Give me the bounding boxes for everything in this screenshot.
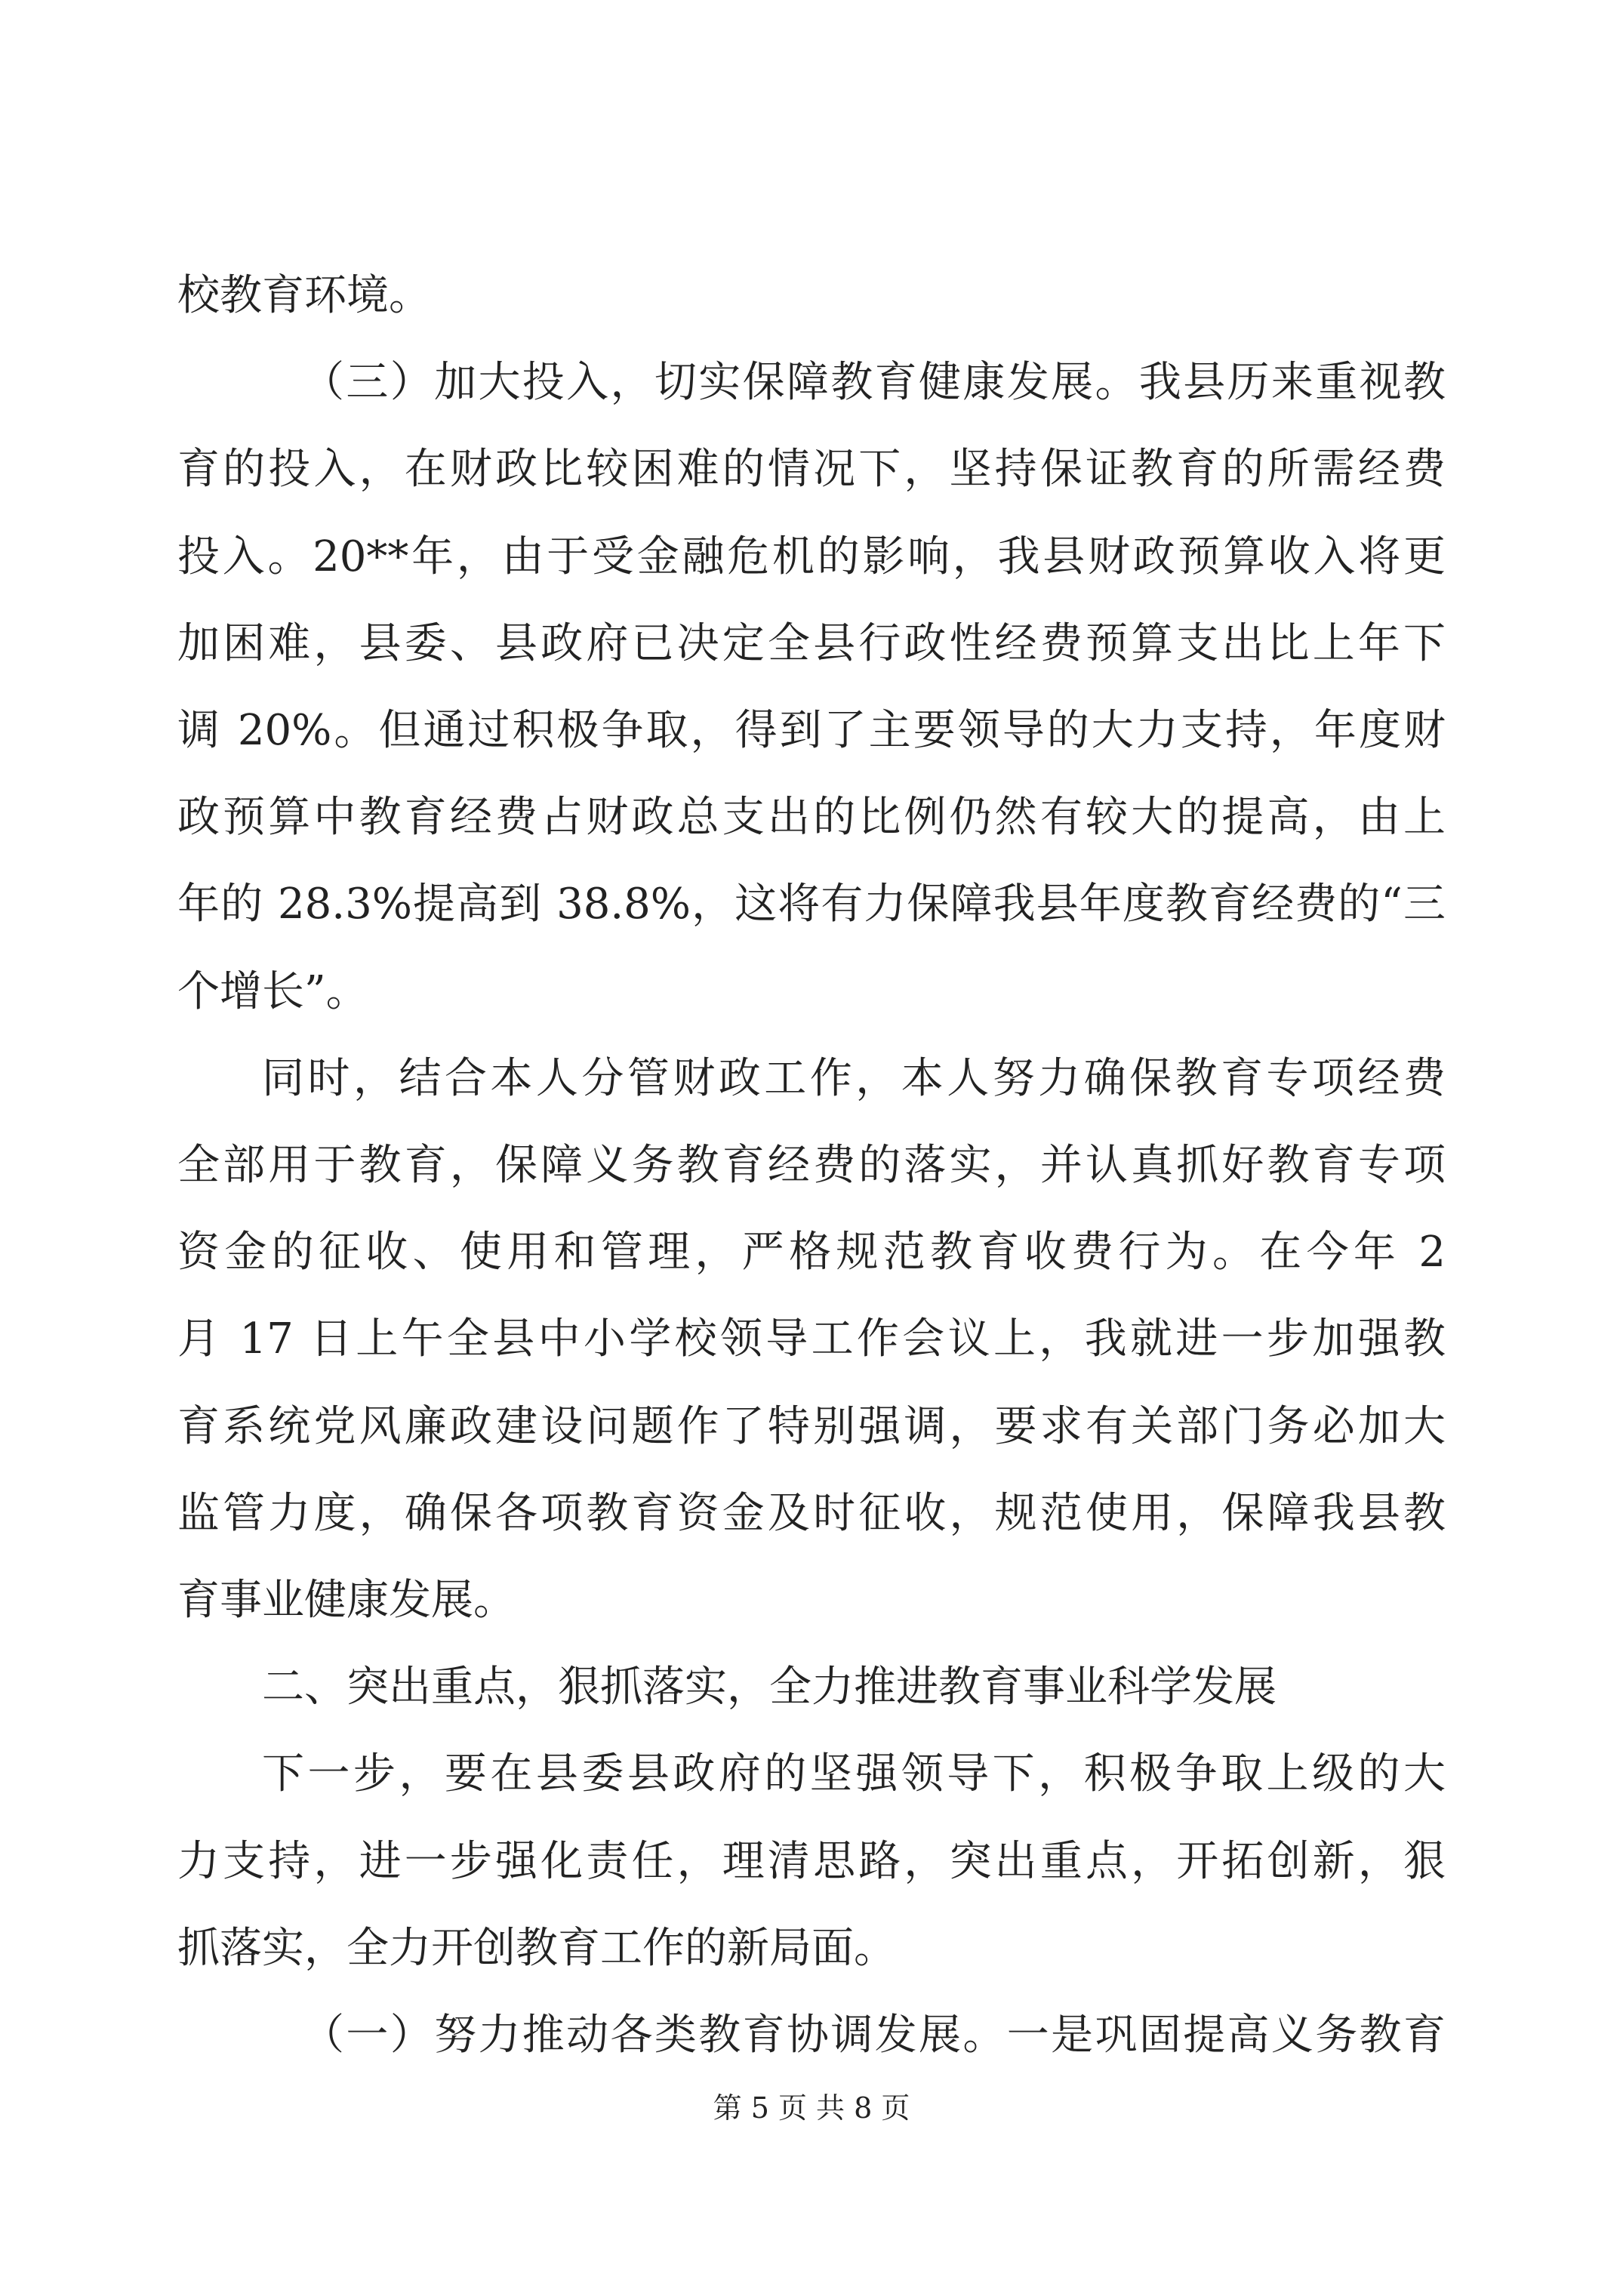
body-text-line: 资金的征收、使用和管理，严格规范教育收费行为。在今年 2 bbox=[177, 1228, 1446, 1277]
body-text-line: 个增长”。 bbox=[177, 967, 368, 1016]
body-text-line: 育系统党风廉政建设问题作了特别强调，要求有关部门务必加大 bbox=[177, 1402, 1446, 1451]
body-text-line: 加困难，县委、县政府已决定全县行政性经费预算支出比上年下 bbox=[177, 619, 1446, 668]
page-number-footer: 第 5 页 共 8 页 bbox=[713, 2091, 910, 2125]
paragraph-start-line: 下一步，要在县委县政府的坚强领导下，积极争取上级的大 bbox=[262, 1749, 1446, 1798]
body-text-line: 全部用于教育，保障义务教育经费的落实，并认真抓好教育专项 bbox=[177, 1141, 1446, 1190]
paragraph-start-line: 同时，结合本人分管财政工作，本人努力确保教育专项经费 bbox=[262, 1054, 1446, 1103]
body-text-line: 育事业健康发展。 bbox=[177, 1576, 516, 1625]
body-text-line: 监管力度，确保各项教育资金及时征收，规范使用，保障我县教 bbox=[177, 1489, 1446, 1538]
body-text-line: 调 20%。但通过积极争取，得到了主要领导的大力支持，年度财 bbox=[177, 706, 1446, 755]
body-text-line: 政预算中教育经费占财政总支出的比例仍然有较大的提高，由上 bbox=[177, 793, 1446, 842]
section-heading-line: （一）努力推动各类教育协调发展。一是巩固提高义务教育 bbox=[302, 2011, 1446, 2060]
body-text-line: 抓落实，全力开创教育工作的新局面。 bbox=[177, 1924, 896, 1973]
body-text-line: 月 17 日上午全县中小学校领导工作会议上，我就进一步加强教 bbox=[177, 1314, 1446, 1364]
section-heading-line: （三）加大投入，切实保障教育健康发展。我县历来重视教 bbox=[302, 358, 1446, 407]
body-text-line: 年的 28.3%提高到 38.8%，这将有力保障我县年度教育经费的“三 bbox=[177, 880, 1446, 929]
body-text-line: 育的投入，在财政比较困难的情况下，坚持保证教育的所需经费 bbox=[177, 445, 1446, 494]
section-heading-line: 二、突出重点，狠抓落实，全力推进教育事业科学发展 bbox=[262, 1663, 1277, 1712]
body-text-line: 校教育环境。 bbox=[177, 271, 431, 320]
body-text-line: 投入。20**年，由于受金融危机的影响，我县财政预算收入将更 bbox=[177, 532, 1446, 581]
body-text-line: 力支持，进一步强化责任，理清思路，突出重点，开拓创新，狠 bbox=[177, 1837, 1446, 1886]
